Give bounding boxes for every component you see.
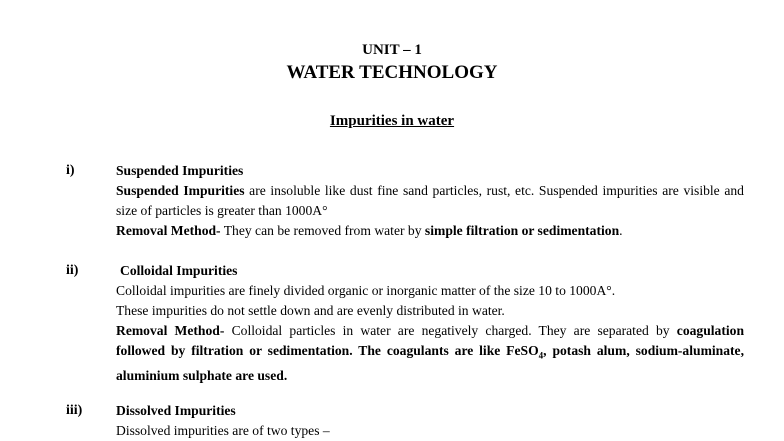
page-title: WATER TECHNOLOGY xyxy=(286,62,498,83)
item-heading: Suspended Impurities xyxy=(116,163,244,178)
section-heading: Impurities in water xyxy=(329,113,455,129)
item-description: Colloidal impurities are finely divided organic or inorganic matter of the size 10 to 1000A°. xyxy=(116,283,616,298)
item-numeral: ii) xyxy=(66,263,79,278)
item-heading: Dissolved Impurities xyxy=(116,403,236,418)
removal-method: Removal Method- They can be removed from water by simple filtration or sedimentation. xyxy=(116,223,623,238)
item-description: Dissolved impurities are of two types – xyxy=(116,423,330,438)
item-description: These impurities do not settle down and are evenly distributed in water. xyxy=(116,303,505,318)
item-numeral: iii) xyxy=(66,403,83,418)
suspended-impurities-section xyxy=(116,161,744,241)
removal-method: Removal Method- Colloidal particles in water are negatively charged. They are separated by coagulation followed by filtration or sedimentation. The coagulants are like FeSO$_4$, potash alum, sodium-aluminate, aluminium sulphate are used. xyxy=(116,323,745,383)
item-heading: Colloidal Impurities xyxy=(120,263,238,278)
dissolved-impurities-section xyxy=(116,401,744,441)
colloidal-impurities-section xyxy=(116,261,744,386)
item-description: Suspended Impurities are insoluble like dust fine sand particles, rust, etc. Suspended impurities are visible and size of particles is greater than 1000A° xyxy=(116,183,744,218)
item-numeral: i) xyxy=(66,163,75,178)
unit-label: UNIT – 1 xyxy=(362,42,422,58)
